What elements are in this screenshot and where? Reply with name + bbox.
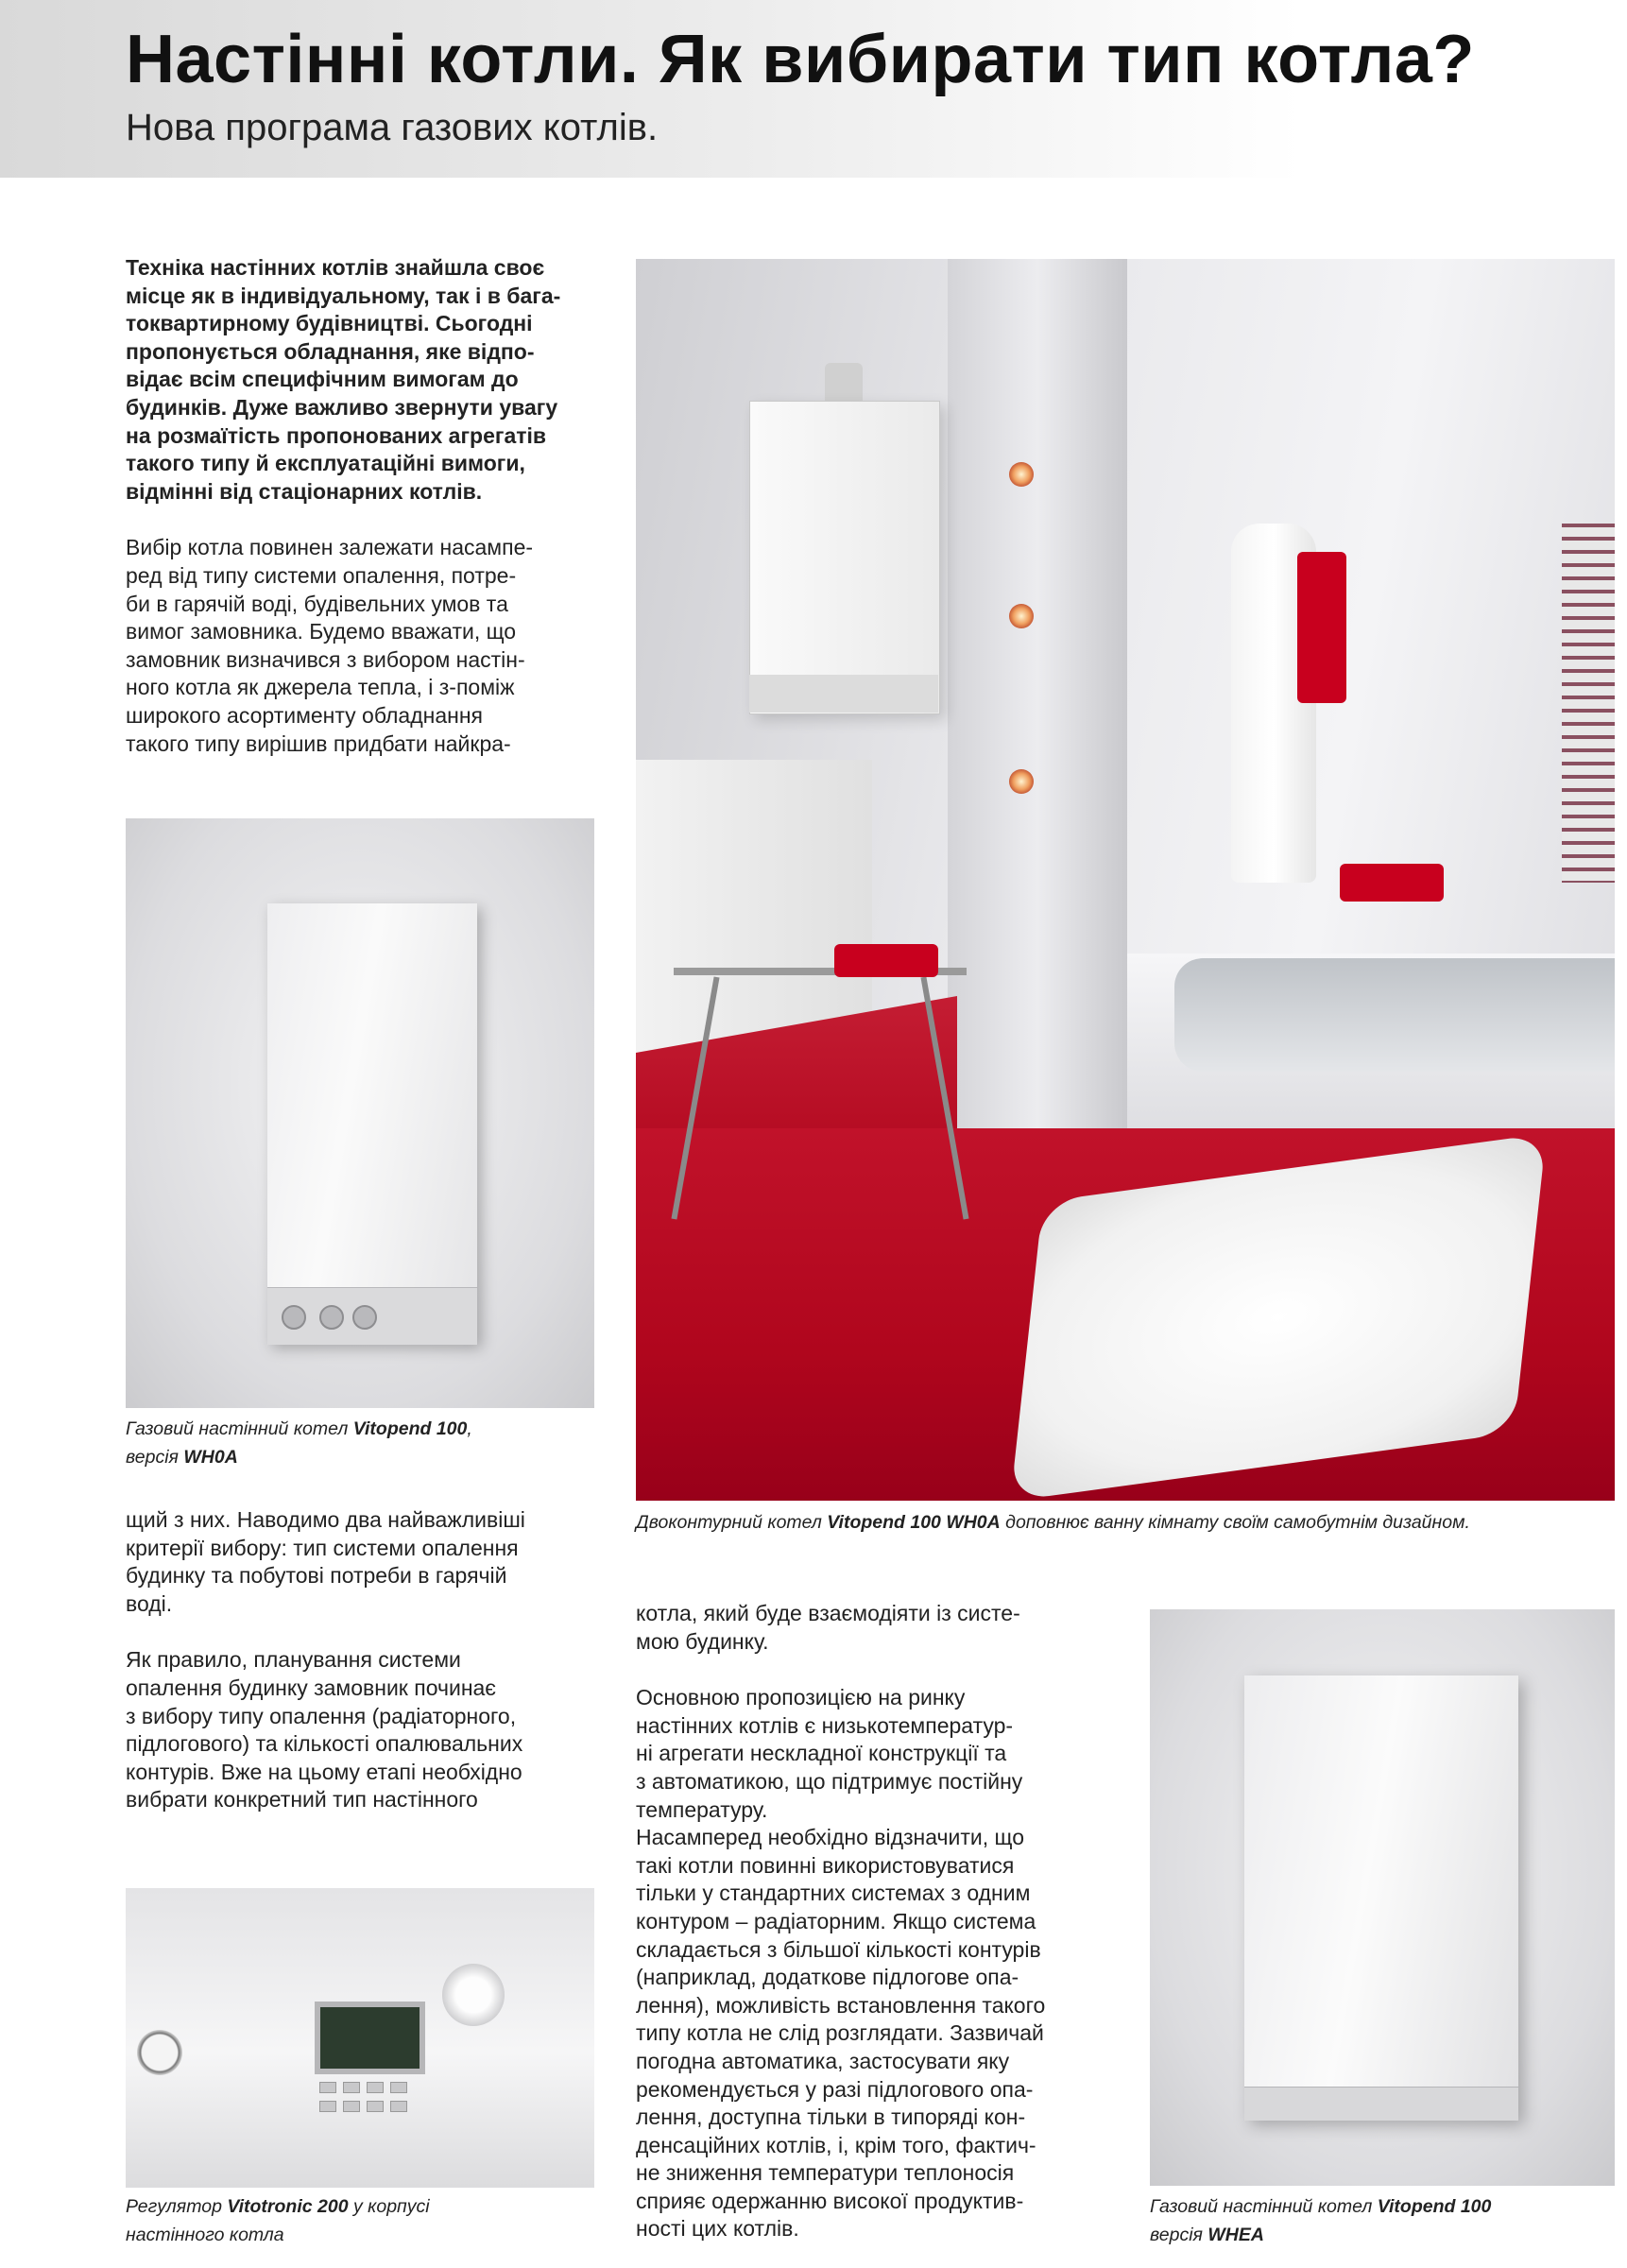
text-line: мою будинку. — [636, 1628, 769, 1654]
text-line: (наприклад, додаткове підлогове опа- — [636, 1965, 1019, 1990]
text-line: погодна автоматика, застосувати яку — [636, 2048, 1010, 2073]
text-line: Насамперед необхідно відзначити, що — [636, 1825, 1024, 1850]
boiler-unit — [267, 903, 477, 1344]
text-line: вибрати конкретний тип настінного — [126, 1787, 478, 1813]
controller-display — [315, 2002, 425, 2074]
body-paragraph-5 — [636, 1684, 1127, 1824]
text-line: ного котла як джерела тепла, і з-поміж — [126, 675, 515, 700]
pressure-gauge-icon — [137, 2030, 182, 2075]
knob-icon — [352, 1305, 377, 1330]
caption-bathroom: Двоконтурний котел Vitopend 100 WH0A доповнює ванну кімнату своїм самобутнім дизайном. — [636, 1512, 1470, 1533]
button-icon — [390, 2082, 407, 2093]
knob-icon — [319, 1305, 344, 1330]
body-paragraph-6 — [636, 1824, 1127, 2243]
body-paragraph-2 — [126, 1506, 598, 1618]
text-line: місце як в індивідуальному, так і в бага- — [126, 283, 561, 308]
text-line: типу котла не слід розглядати. Зазвичай — [636, 2020, 1044, 2046]
controller-photo-vitotronic — [126, 1888, 594, 2188]
text-line: підлогового) та кількості опалювальних — [126, 1731, 523, 1757]
button-icon — [390, 2101, 407, 2112]
lead-paragraph — [126, 254, 598, 506]
text-line: Основною пропозицією на ринку — [636, 1685, 966, 1710]
lamp-icon — [1009, 604, 1034, 628]
button-icon — [367, 2082, 384, 2093]
stool-towel — [834, 944, 938, 977]
boiler-unit — [1244, 1675, 1518, 2120]
metal-stool — [674, 968, 967, 1221]
text-line: будинків. Дуже важливо звернути увагу — [126, 394, 558, 420]
column-1-top — [126, 254, 598, 758]
text-line: токвартирному будівництві. Сьогодні — [126, 311, 533, 336]
text-line: котла, який буде взаємодіяти із систе- — [636, 1601, 1020, 1625]
text-line: ності цих котлів. — [636, 2216, 799, 2242]
wall-pillar — [948, 259, 1127, 1166]
text-line: широкого асортименту обладнання — [126, 702, 483, 728]
column-2 — [636, 1600, 1127, 2243]
text-line: щий з них. Наводимо два найважливіші — [126, 1507, 525, 1532]
bathroom-photo — [636, 259, 1615, 1501]
text-line: складається з більшої кількості контурів — [636, 1936, 1041, 1962]
boiler-control-panel — [1244, 2087, 1518, 2121]
header-band — [0, 0, 1627, 178]
text-line: опалення будинку замовник починає — [126, 1675, 497, 1700]
text-line: сприяє одержанню високої продуктив- — [636, 2188, 1024, 2213]
knob-icon — [282, 1305, 306, 1330]
body-paragraph-4 — [636, 1600, 1127, 1656]
text-line: не зниження температури теплоносія — [636, 2160, 1015, 2186]
bathtub-basin — [1174, 958, 1615, 1072]
button-icon — [319, 2082, 336, 2093]
text-line: тільки у стандартних системах з одним — [636, 1881, 1031, 1906]
text-line: критерії вибору: тип системи опалення — [126, 1535, 519, 1560]
text-line: температуру. — [636, 1796, 768, 1822]
text-line: лення, доступна тільки в типоряді кон- — [636, 2105, 1026, 2130]
lamp-icon — [1009, 769, 1034, 794]
body-paragraph-1 — [126, 534, 598, 758]
boiler-photo-vitopend-whea — [1150, 1609, 1615, 2186]
wall-tiles — [1562, 524, 1615, 883]
text-line: ред від типу системи опалення, потре- — [126, 562, 517, 588]
text-line: з автоматикою, що підтримує постійну — [636, 1768, 1023, 1794]
text-line: воді. — [126, 1590, 173, 1616]
text-line: замовник визначився з вибором настін- — [126, 646, 525, 672]
text-line: Техніка настінних котлів знайшла своє — [126, 255, 545, 280]
caption-controller: Регулятор Vitotronic 200 у корпусі настінного котла — [126, 2196, 430, 2245]
text-line: на розмаїтість пропонованих агрегатів — [126, 422, 547, 448]
folded-towel — [1340, 864, 1444, 902]
wall-boiler-panel — [749, 675, 938, 713]
button-icon — [343, 2101, 360, 2112]
body-paragraph-3 — [126, 1646, 598, 1814]
text-line: вимог замовника. Будемо вважати, що — [126, 619, 517, 644]
text-line: настінних котлів є низькотемператур- — [636, 1712, 1014, 1738]
button-icon — [319, 2101, 336, 2112]
text-line: денсаційних котлів, і, крім того, фактич- — [636, 2132, 1036, 2157]
text-line: Вибір котла повинен залежати насампе- — [126, 535, 534, 560]
text-line: відає всім специфічним вимогам до — [126, 367, 519, 392]
caption-boiler-wh0a: Газовий настінний котел Vitopend 100, версія WH0A — [126, 1418, 472, 1468]
text-line: з вибору типу опалення (радіаторного, — [126, 1703, 517, 1728]
boiler-photo-vitopend-wh0a — [126, 818, 594, 1408]
red-towel — [1297, 552, 1346, 703]
button-icon — [367, 2101, 384, 2112]
text-line: такого типу вирішив придбати найкра- — [126, 730, 511, 756]
caption-boiler-whea: Газовий настінний котел Vitopend 100 версія WHEA — [1150, 2196, 1492, 2245]
button-icon — [343, 2082, 360, 2093]
text-line: такі котли повинні використовуватися — [636, 1852, 1015, 1878]
text-line: такого типу й експлуатаційні вимоги, — [126, 451, 525, 476]
lamp-icon — [1009, 462, 1034, 487]
page-subtitle: Нова програма газових котлів. — [126, 107, 659, 148]
text-line: Як правило, планування системи — [126, 1647, 461, 1673]
text-line: відмінні від стаціонарних котлів. — [126, 478, 483, 504]
wall-boiler — [749, 401, 940, 714]
text-line: би в гарячій воді, будівельних умов та — [126, 591, 508, 616]
text-line: контуром – радіаторним. Якщо система — [636, 1908, 1036, 1933]
text-line: будинку та побутові потреби в гарячій — [126, 1563, 507, 1589]
text-line: контурів. Вже на цьому етапі необхідно — [126, 1759, 522, 1784]
page-title: Настінні котли. Як вибирати тип котла? — [126, 22, 1475, 97]
text-line: рекомендується у разі підлогового опа- — [636, 2076, 1034, 2102]
dial-icon — [442, 1964, 505, 2026]
text-line: лення), можливість встановлення такого — [636, 1992, 1046, 2018]
text-line: пропонується обладнання, яке відпо- — [126, 338, 535, 364]
column-1-bottom — [126, 1506, 598, 1814]
text-line: ні агрегати нескладної конструкції та — [636, 1741, 1007, 1766]
